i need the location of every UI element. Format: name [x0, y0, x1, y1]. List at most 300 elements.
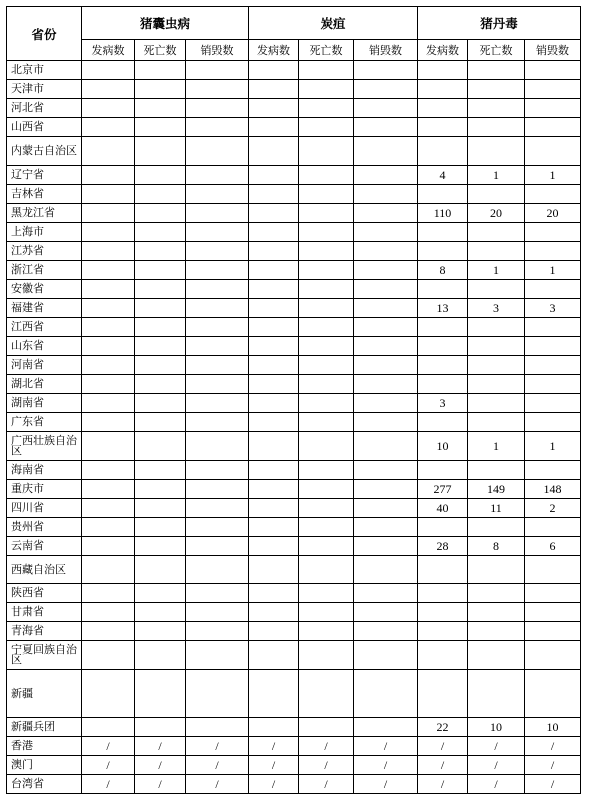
value-cell — [186, 413, 249, 432]
value-cell — [299, 413, 354, 432]
value-cell — [186, 80, 249, 99]
value-cell — [82, 204, 135, 223]
value-cell — [249, 556, 299, 584]
value-cell — [525, 622, 581, 641]
province-cell: 台湾省 — [7, 775, 82, 794]
value-cell — [135, 318, 186, 337]
table-row — [7, 480, 581, 499]
sub-header-deaths: 死亡数 — [135, 40, 186, 61]
value-cell — [299, 223, 354, 242]
value-cell — [468, 375, 525, 394]
value-cell — [299, 641, 354, 670]
value-cell: / — [525, 737, 581, 756]
value-cell — [299, 375, 354, 394]
value-cell — [468, 556, 525, 584]
value-cell: 1 — [468, 432, 525, 461]
value-cell — [354, 375, 418, 394]
value-cell — [186, 670, 249, 718]
table-row — [7, 280, 581, 299]
value-cell — [82, 603, 135, 622]
value-cell — [299, 166, 354, 185]
value-cell — [299, 318, 354, 337]
value-cell — [418, 356, 468, 375]
value-cell — [299, 118, 354, 137]
value-cell — [186, 432, 249, 461]
value-cell: / — [525, 756, 581, 775]
value-cell — [354, 137, 418, 166]
province-cell: 贵州省 — [7, 518, 82, 537]
value-cell — [186, 185, 249, 204]
value-cell — [249, 242, 299, 261]
province-cell: 浙江省 — [7, 261, 82, 280]
value-cell — [186, 204, 249, 223]
value-cell — [249, 670, 299, 718]
value-cell — [468, 603, 525, 622]
value-cell — [186, 375, 249, 394]
table-body — [7, 61, 581, 794]
table-row — [7, 118, 581, 137]
value-cell — [249, 80, 299, 99]
table-row — [7, 80, 581, 99]
value-cell — [418, 641, 468, 670]
value-cell: / — [468, 737, 525, 756]
province-cell: 甘肃省 — [7, 603, 82, 622]
value-cell — [354, 118, 418, 137]
table-row — [7, 99, 581, 118]
value-cell — [186, 537, 249, 556]
value-cell — [82, 670, 135, 718]
value-cell — [354, 718, 418, 737]
value-cell — [186, 242, 249, 261]
value-cell — [468, 80, 525, 99]
province-cell: 湖南省 — [7, 394, 82, 413]
value-cell — [249, 356, 299, 375]
value-cell — [135, 556, 186, 584]
value-cell — [418, 556, 468, 584]
value-cell — [135, 432, 186, 461]
value-cell — [299, 622, 354, 641]
value-cell — [299, 670, 354, 718]
value-cell — [249, 718, 299, 737]
table-row — [7, 718, 581, 737]
province-cell: 湖北省 — [7, 375, 82, 394]
value-cell: 20 — [468, 204, 525, 223]
table-row — [7, 204, 581, 223]
value-cell — [354, 242, 418, 261]
province-cell: 上海市 — [7, 223, 82, 242]
value-cell — [468, 356, 525, 375]
value-cell — [354, 280, 418, 299]
value-cell — [82, 318, 135, 337]
table-row — [7, 413, 581, 432]
value-cell — [82, 61, 135, 80]
table-row — [7, 537, 581, 556]
value-cell: 28 — [418, 537, 468, 556]
table-row — [7, 641, 581, 670]
value-cell — [354, 337, 418, 356]
province-cell: 香港 — [7, 737, 82, 756]
value-cell — [135, 280, 186, 299]
value-cell: 10 — [525, 718, 581, 737]
value-cell — [82, 556, 135, 584]
value-cell — [299, 242, 354, 261]
province-cell: 四川省 — [7, 499, 82, 518]
value-cell — [299, 80, 354, 99]
value-cell — [82, 242, 135, 261]
value-cell — [418, 280, 468, 299]
value-cell — [249, 185, 299, 204]
value-cell — [525, 641, 581, 670]
value-cell — [525, 394, 581, 413]
sub-header-destroyed: 销毁数 — [186, 40, 249, 61]
table-row — [7, 318, 581, 337]
value-cell — [249, 118, 299, 137]
value-cell — [418, 185, 468, 204]
value-cell — [82, 223, 135, 242]
value-cell — [525, 185, 581, 204]
value-cell — [186, 280, 249, 299]
value-cell — [135, 99, 186, 118]
value-cell — [82, 718, 135, 737]
sub-header-destroyed: 销毁数 — [354, 40, 418, 61]
table-row — [7, 518, 581, 537]
value-cell — [418, 223, 468, 242]
table-row — [7, 223, 581, 242]
value-cell — [299, 584, 354, 603]
table-row — [7, 185, 581, 204]
group-header-cysticercosis: 猪囊虫病 — [82, 7, 249, 40]
value-cell: / — [299, 756, 354, 775]
value-cell — [354, 641, 418, 670]
table-row — [7, 584, 581, 603]
value-cell — [354, 537, 418, 556]
value-cell — [525, 137, 581, 166]
value-cell — [525, 670, 581, 718]
value-cell — [135, 137, 186, 166]
value-cell — [135, 480, 186, 499]
value-cell — [354, 204, 418, 223]
sub-header-deaths: 死亡数 — [468, 40, 525, 61]
value-cell: / — [82, 737, 135, 756]
sub-header-cases: 发病数 — [82, 40, 135, 61]
value-cell — [525, 518, 581, 537]
value-cell — [82, 480, 135, 499]
value-cell — [525, 584, 581, 603]
value-cell — [299, 537, 354, 556]
table-row — [7, 556, 581, 584]
table-row — [7, 499, 581, 518]
province-cell: 重庆市 — [7, 480, 82, 499]
value-cell: 10 — [418, 432, 468, 461]
table-row — [7, 622, 581, 641]
value-cell — [468, 99, 525, 118]
province-cell: 山西省 — [7, 118, 82, 137]
value-cell — [186, 718, 249, 737]
value-cell — [525, 556, 581, 584]
value-cell: / — [135, 737, 186, 756]
value-cell — [354, 556, 418, 584]
value-cell — [135, 118, 186, 137]
value-cell — [249, 223, 299, 242]
value-cell: / — [82, 775, 135, 794]
value-cell — [299, 718, 354, 737]
value-cell — [354, 166, 418, 185]
value-cell: 4 — [418, 166, 468, 185]
value-cell — [525, 118, 581, 137]
value-cell — [135, 80, 186, 99]
value-cell — [468, 185, 525, 204]
table-row — [7, 670, 581, 718]
value-cell — [418, 375, 468, 394]
value-cell — [249, 622, 299, 641]
value-cell — [299, 603, 354, 622]
value-cell — [418, 413, 468, 432]
value-cell: / — [354, 756, 418, 775]
value-cell — [249, 537, 299, 556]
value-cell — [135, 518, 186, 537]
value-cell — [418, 80, 468, 99]
value-cell — [354, 622, 418, 641]
value-cell: 10 — [468, 718, 525, 737]
value-cell — [299, 299, 354, 318]
province-cell: 江西省 — [7, 318, 82, 337]
province-cell: 福建省 — [7, 299, 82, 318]
province-cell: 新疆 — [7, 670, 82, 718]
value-cell — [525, 80, 581, 99]
value-cell — [135, 641, 186, 670]
value-cell — [468, 413, 525, 432]
value-cell — [354, 518, 418, 537]
value-cell — [186, 261, 249, 280]
value-cell: 11 — [468, 499, 525, 518]
value-cell — [249, 204, 299, 223]
value-cell — [418, 670, 468, 718]
value-cell — [418, 461, 468, 480]
value-cell — [135, 242, 186, 261]
value-cell — [354, 223, 418, 242]
value-cell — [418, 622, 468, 641]
value-cell — [249, 261, 299, 280]
value-cell — [354, 299, 418, 318]
value-cell — [299, 280, 354, 299]
value-cell — [135, 499, 186, 518]
value-cell — [186, 461, 249, 480]
value-cell: / — [525, 775, 581, 794]
value-cell: / — [354, 737, 418, 756]
value-cell — [135, 718, 186, 737]
table-row — [7, 356, 581, 375]
value-cell — [186, 480, 249, 499]
value-cell — [249, 603, 299, 622]
value-cell: 3 — [418, 394, 468, 413]
value-cell — [186, 518, 249, 537]
value-cell — [525, 61, 581, 80]
value-cell — [299, 185, 354, 204]
value-cell — [82, 641, 135, 670]
table-row — [7, 337, 581, 356]
value-cell — [354, 99, 418, 118]
value-cell: 1 — [468, 261, 525, 280]
value-cell — [354, 670, 418, 718]
value-cell — [82, 137, 135, 166]
value-cell — [135, 61, 186, 80]
province-cell: 黑龙江省 — [7, 204, 82, 223]
table-row — [7, 299, 581, 318]
value-cell — [354, 318, 418, 337]
value-cell — [82, 185, 135, 204]
province-cell: 江苏省 — [7, 242, 82, 261]
value-cell: / — [249, 775, 299, 794]
value-cell — [354, 261, 418, 280]
province-cell: 天津市 — [7, 80, 82, 99]
value-cell — [135, 185, 186, 204]
value-cell — [525, 356, 581, 375]
value-cell — [299, 137, 354, 166]
value-cell — [525, 318, 581, 337]
value-cell: / — [468, 775, 525, 794]
value-cell — [82, 80, 135, 99]
group-header-swine-erysipelas: 猪丹毒 — [418, 7, 581, 40]
value-cell — [135, 622, 186, 641]
value-cell — [354, 394, 418, 413]
value-cell — [249, 99, 299, 118]
value-cell — [82, 622, 135, 641]
value-cell — [249, 518, 299, 537]
value-cell — [186, 584, 249, 603]
value-cell — [354, 461, 418, 480]
value-cell: 13 — [418, 299, 468, 318]
value-cell — [354, 480, 418, 499]
value-cell — [418, 118, 468, 137]
value-cell — [525, 223, 581, 242]
value-cell — [354, 432, 418, 461]
value-cell — [82, 99, 135, 118]
value-cell: 3 — [468, 299, 525, 318]
value-cell — [249, 413, 299, 432]
value-cell — [468, 641, 525, 670]
table-row — [7, 432, 581, 461]
value-cell — [186, 318, 249, 337]
value-cell — [135, 261, 186, 280]
value-cell — [418, 61, 468, 80]
province-cell: 陕西省 — [7, 584, 82, 603]
value-cell — [186, 61, 249, 80]
value-cell — [468, 223, 525, 242]
value-cell — [299, 480, 354, 499]
value-cell — [299, 356, 354, 375]
province-cell: 山东省 — [7, 337, 82, 356]
value-cell — [418, 584, 468, 603]
province-cell: 安徽省 — [7, 280, 82, 299]
value-cell — [468, 518, 525, 537]
table-row — [7, 603, 581, 622]
value-cell — [249, 137, 299, 166]
value-cell — [418, 242, 468, 261]
province-cell: 宁夏回族自治区 — [7, 641, 82, 670]
value-cell: 8 — [418, 261, 468, 280]
table-row — [7, 375, 581, 394]
value-cell — [468, 584, 525, 603]
value-cell: / — [82, 756, 135, 775]
value-cell — [468, 461, 525, 480]
value-cell — [525, 337, 581, 356]
value-cell — [82, 166, 135, 185]
value-cell: / — [186, 756, 249, 775]
value-cell — [82, 394, 135, 413]
province-cell: 河南省 — [7, 356, 82, 375]
table-row — [7, 261, 581, 280]
value-cell — [418, 137, 468, 166]
value-cell — [354, 413, 418, 432]
value-cell — [135, 394, 186, 413]
value-cell — [525, 603, 581, 622]
value-cell: / — [249, 756, 299, 775]
value-cell — [249, 375, 299, 394]
value-cell — [135, 375, 186, 394]
value-cell — [418, 318, 468, 337]
value-cell — [135, 603, 186, 622]
value-cell: / — [135, 756, 186, 775]
value-cell — [299, 499, 354, 518]
province-cell: 北京市 — [7, 61, 82, 80]
province-header: 省份 — [7, 7, 82, 61]
value-cell — [135, 461, 186, 480]
value-cell: / — [418, 737, 468, 756]
province-cell: 青海省 — [7, 622, 82, 641]
value-cell — [249, 641, 299, 670]
value-cell: 148 — [525, 480, 581, 499]
value-cell: 6 — [525, 537, 581, 556]
value-cell — [468, 242, 525, 261]
value-cell — [299, 432, 354, 461]
value-cell — [135, 166, 186, 185]
value-cell — [418, 337, 468, 356]
value-cell: 20 — [525, 204, 581, 223]
value-cell — [82, 375, 135, 394]
value-cell — [468, 670, 525, 718]
value-cell: 1 — [468, 166, 525, 185]
value-cell — [468, 118, 525, 137]
value-cell — [468, 337, 525, 356]
value-cell: / — [299, 737, 354, 756]
sub-header-deaths: 死亡数 — [299, 40, 354, 61]
value-cell — [418, 603, 468, 622]
value-cell: 1 — [525, 261, 581, 280]
province-cell: 吉林省 — [7, 185, 82, 204]
value-cell — [135, 204, 186, 223]
value-cell — [186, 137, 249, 166]
value-cell: 149 — [468, 480, 525, 499]
value-cell — [299, 461, 354, 480]
value-cell — [249, 461, 299, 480]
value-cell: 110 — [418, 204, 468, 223]
value-cell — [354, 356, 418, 375]
value-cell — [249, 480, 299, 499]
value-cell — [82, 413, 135, 432]
value-cell — [82, 118, 135, 137]
value-cell: 40 — [418, 499, 468, 518]
value-cell — [249, 166, 299, 185]
province-cell: 内蒙古自治区 — [7, 137, 82, 166]
value-cell — [186, 356, 249, 375]
value-cell: / — [186, 737, 249, 756]
value-cell — [249, 318, 299, 337]
value-cell: 2 — [525, 499, 581, 518]
value-cell — [354, 80, 418, 99]
province-cell: 辽宁省 — [7, 166, 82, 185]
value-cell — [186, 556, 249, 584]
value-cell — [299, 518, 354, 537]
